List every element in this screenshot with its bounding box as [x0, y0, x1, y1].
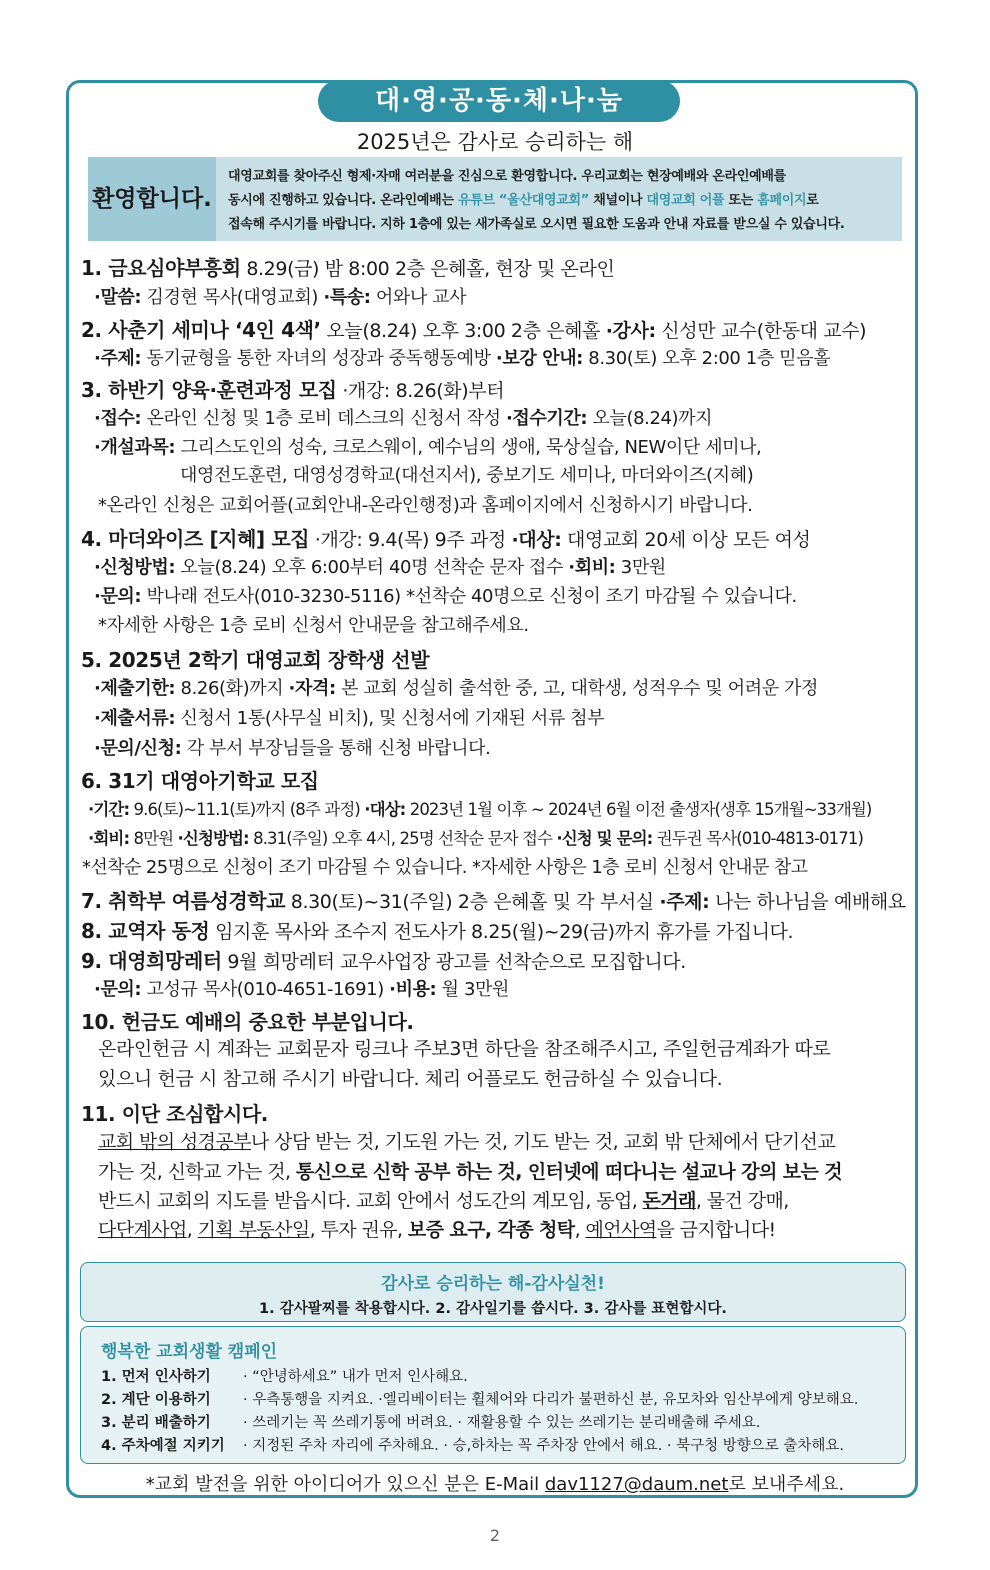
notice-item-9-detail: ·문의: 고성규 목사(010-4651-1691) ·비용: 월 3만원 — [94, 979, 510, 1000]
notice-item-7: 7. 취학부 여름성경학교 8.30(토)~31(주일) 2층 은혜홀 및 각 부서실 ·주제: 나는 하나님을 예배해요 — [81, 889, 906, 913]
page-number: 2 — [489, 1526, 501, 1545]
notice-item-3-note: *온라인 신청은 교회어플(교회안내-온라인행정)과 홈페이지에서 신청하시기 바랍니다. — [98, 495, 753, 516]
app-link[interactable]: 대영교회 어플 — [646, 193, 725, 208]
notice-item-6: 6. 31기 대영아기학교 모집 — [81, 769, 319, 793]
campaign-box: 행복한 교회생활 캠페인 1. 먼저 인사하기 · “안녕하세요” 내가 먼저 인사해요. 2. 계단 이용하기 · 우측통행을 지켜요. ·엘리베이터는 휠체어와 다리가 불편하신 분, 유모차와 임산부에게 양보해요. 3. 분리 배출하기 · 쓰레기는 꼭 쓰레기통에 버려요. · 재활용할 수 있는 쓰레기는 분리배출해 주세요. 4. 주차예절 지키기 · 지정된 주차 자리에 주차해요. · 승,하차는 꼭 주차장 안에서 해요. · 북구청 방향으로 출차해요. — [80, 1326, 906, 1464]
notice-item-4-detail: ·신청방법: 오늘(8.24) 오후 6:00부터 40명 선착순 문자 접수 ·회비: 3만원 — [94, 557, 666, 578]
notice-item-3-courses-cont: 대영전도훈련, 대영성경학교(대선지서), 중보기도 세미나, 마더와이즈(지혜) — [180, 465, 754, 486]
notice-item-3-courses: ·개설과목: 그리스도인의 성숙, 크로스웨이, 예수님의 생애, 묵상실습, NEW이단 세미나, — [94, 437, 762, 458]
year-slogan: 2025년은 감사로 승리하는 해 — [356, 130, 634, 154]
notice-item-10: 10. 헌금도 예배의 중요한 부분입니다. — [81, 1010, 414, 1034]
notice-item-11-line: 반드시 교회의 지도를 받읍시다. 교회 안에서 성도간의 계모임, 동업, 돈거래, 물건 강매, — [98, 1190, 789, 1212]
notice-item-8: 8. 교역자 동정 임지훈 목사와 조수지 전도사가 8.25(월)~29(금)까지 휴가를 가집니다. — [81, 919, 794, 943]
notice-item-11: 11. 이단 조심합시다. — [81, 1102, 268, 1126]
gratitude-title: 감사로 승리하는 해-감사실천! — [381, 1274, 605, 1294]
notice-item-6-fee: ·회비: 8만원 ·신청방법: 8.31(주일) 오후 4시, 25명 선착순 문자 접수 ·신청 및 문의: 권두권 목사(010-4813-0171) — [88, 829, 863, 848]
footer-note: *교회 발전을 위한 아이디어가 있으신 분은 E-Mail dav1127@daum.net로 보내주세요. — [145, 1474, 845, 1495]
notice-item-10-line: 있으니 헌금 시 참고해 주시기 바랍니다. 체리 어플로도 헌금하실 수 있습니다. — [98, 1068, 723, 1090]
youtube-link[interactable]: 유튜브 “울산대영교회” — [457, 193, 589, 208]
notice-item-3: 3. 하반기 양육·훈련과정 모집 ·개강: 8.26(화)부터 — [81, 378, 505, 402]
notice-item-4: 4. 마더와이즈 [지혜] 모집 ·개강: 9.4(목) 9주 과정 ·대상: 대영교회 20세 이상 모든 여성 — [81, 527, 811, 551]
notice-item-11-line: 다단계사업, 기획 부동산일, 투자 권유, 보증 요구, 각종 청탁, 예언사역을 금지합니다! — [98, 1219, 776, 1241]
page-title: 대·영·공·동·체·나·눔 — [318, 80, 680, 122]
notice-item-11-line: 가는 것, 신학교 가는 것, 통신으로 신학 공부 하는 것, 인터넷에 떠다니는 설교나 강의 보는 것 — [98, 1161, 842, 1183]
notice-item-10-line: 온라인헌금 시 계좌는 교회문자 링크나 주보3면 하단을 참조해주시고, 주일헌금계좌가 따로 — [98, 1038, 831, 1060]
notice-item-5-docs: ·제출서류: 신청서 1통(사무실 비치), 및 신청서에 기재된 서류 첨부 — [94, 708, 605, 729]
notice-item-2: 2. 사춘기 세미나 ‘4인 4색’ 오늘(8.24) 오후 3:00 2층 은혜홀 ·강사: 신성만 교수(한동대 교수) — [81, 318, 867, 342]
campaign-title: 행복한 교회생활 캠페인 — [101, 1342, 278, 1362]
notice-item-4-note: *자세한 사항은 1층 로비 신청서 안내문을 참고해주세요. — [98, 615, 529, 636]
email-link[interactable]: dav1127@daum.net — [544, 1474, 729, 1495]
notice-item-1: 1. 금요심야부흥회 8.29(금) 밤 8:00 2층 은혜홀, 현장 및 온라인 — [81, 256, 615, 280]
notice-item-6-detail: ·기간: 9.6(토)~11.1(토)까지 (8주 과정) ·대상: 2023년 1월 이후 ~ 2024년 6월 이전 출생자(생후 15개월~33개월) — [88, 800, 872, 819]
gratitude-text: 1. 감사팔찌를 착용합시다. 2. 감사일기를 씁시다. 3. 감사를 표현합시다. — [259, 1301, 727, 1317]
notice-item-4-contact: ·문의: 박나래 전도사(010-3230-5116) *선착순 40명으로 신청이 조기 마감될 수 있습니다. — [94, 586, 797, 607]
welcome-label: 환영합니다. — [88, 157, 216, 241]
homepage-link[interactable]: 홈페이지 — [757, 193, 807, 208]
gratitude-box — [80, 1262, 906, 1322]
notice-item-11-line: 교회 밖의 성경공부나 상담 받는 것, 기도원 가는 것, 기도 받는 것, 교회 밖 단체에서 단기선교 — [98, 1131, 836, 1153]
notice-item-3-detail: ·접수: 온라인 신청 및 1층 로비 데스크의 신청서 작성 ·접수기간: 오늘(8.24)까지 — [94, 408, 713, 429]
notice-item-1-detail: ·말씀: 김경현 목사(대영교회) ·특송: 어와나 교사 — [94, 287, 467, 308]
notice-item-5: 5. 2025년 2학기 대영교회 장학생 선발 — [81, 648, 430, 672]
notice-item-6-note: *선착순 25명으로 신청이 조기 마감될 수 있습니다. *자세한 사항은 1층 로비 신청서 안내문 참고 — [82, 857, 808, 878]
welcome-line: 동시에 진행하고 있습니다. 온라인예배는 유튜브 “울산대영교회” 채널이나 대영교회 어플 또는 홈페이지로 — [228, 193, 819, 208]
welcome-box — [88, 157, 902, 241]
welcome-line: 접속해 주시기를 바랍니다. 지하 1층에 있는 새가족실로 오시면 필요한 도움과 안내 자료를 받으실 수 있습니다. — [228, 217, 845, 232]
welcome-text — [228, 165, 896, 237]
notice-item-9: 9. 대영희망레터 9월 희망레터 교우사업장 광고를 선착순으로 모집합니다. — [81, 949, 686, 973]
welcome-line: 대영교회를 찾아주신 형제·자매 여러분을 진심으로 환영합니다. 우리교회는 현장예배와 온라인예배를 — [228, 169, 786, 184]
notice-item-5-contact: ·문의/신청: 각 부서 부장님들을 통해 신청 바랍니다. — [94, 738, 491, 759]
notice-item-5-detail: ·제출기한: 8.26(화)까지 ·자격: 본 교회 성실히 출석한 중, 고, 대학생, 성적우수 및 어려운 가정 — [94, 678, 818, 699]
notice-item-2-detail: ·주제: 동기균형을 통한 자녀의 성장과 중독행동예방 ·보강 안내: 8.30(토) 오후 2:00 1층 믿음홀 — [94, 348, 831, 369]
